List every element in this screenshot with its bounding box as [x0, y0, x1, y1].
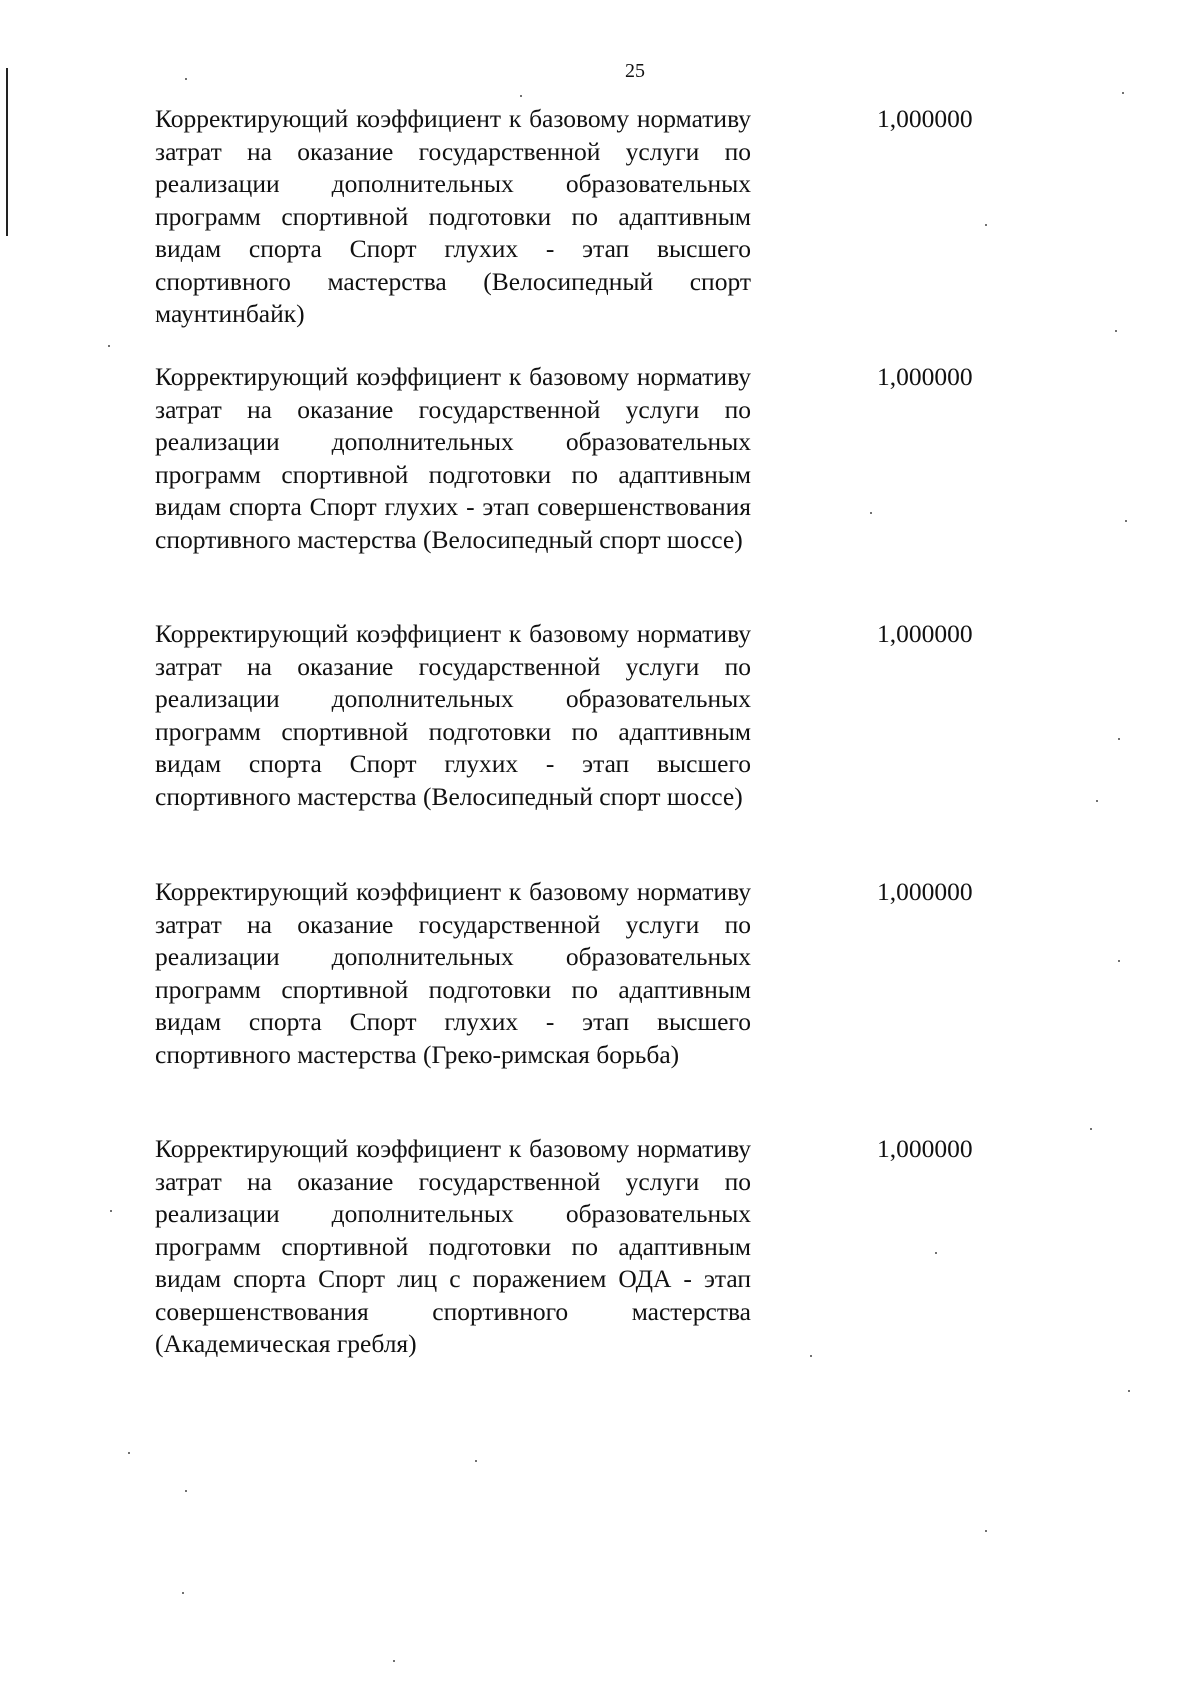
- scan-speck: [520, 95, 522, 97]
- coefficient-entry-1: [155, 103, 1200, 343]
- scan-speck: [1090, 1128, 1092, 1130]
- scan-speck: [1125, 520, 1127, 522]
- coefficient-entry-2: [155, 361, 1200, 601]
- scan-speck: [935, 1252, 937, 1254]
- scan-speck: [110, 1210, 112, 1212]
- coefficient-value: 1,000000: [877, 619, 973, 648]
- coefficient-entry-5: [155, 1133, 1200, 1373]
- coefficient-value: 1,000000: [877, 877, 973, 906]
- coefficient-description: Корректирующий коэффициент к базовому нормативу затрат на оказание государственной услуги по реализации дополнительных образовательных программ спортивной подготовки по адаптивным видам спорта Спорт глухих - этап высшего спортивного мастерства (Греко-римская борьба): [155, 877, 751, 1069]
- scan-speck: [985, 1530, 987, 1532]
- scan-speck: [108, 345, 110, 347]
- coefficient-entry-3: [155, 618, 1200, 858]
- coefficient-value: 1,000000: [877, 104, 973, 133]
- scan-speck: [1118, 738, 1120, 740]
- coefficient-entry-4: [155, 876, 1200, 1116]
- scan-speck: [128, 1452, 130, 1454]
- scan-speck: [185, 1490, 187, 1492]
- scan-speck: [1122, 92, 1124, 94]
- scan-speck: [393, 1660, 395, 1662]
- scan-speck: [182, 1592, 184, 1594]
- coefficient-description: Корректирующий коэффициент к базовому нормативу затрат на оказание государственной услуги по реализации дополнительных образовательных программ спортивной подготовки по адаптивным видам спорта Спорт лиц с поражением ОДА - этап совершенствования спортивного мастерства (Академическая гребля): [155, 1134, 751, 1358]
- coefficient-description: Корректирующий коэффициент к базовому нормативу затрат на оказание государственной услуги по реализации дополнительных образовательных программ спортивной подготовки по адаптивным видам спорта Спорт глухих - этап совершенствования спортивного мастерства (Велосипедный спорт шоссе): [155, 362, 751, 554]
- binding-edge-line: [6, 68, 8, 236]
- scan-speck: [810, 1355, 812, 1357]
- coefficient-description: Корректирующий коэффициент к базовому нормативу затрат на оказание государственной услуги по реализации дополнительных образовательных программ спортивной подготовки по адаптивным видам спорта Спорт глухих - этап высшего спортивного мастерства (Велосипедный спорт шоссе): [155, 619, 751, 811]
- scan-speck: [185, 78, 187, 80]
- coefficient-value: 1,000000: [877, 362, 973, 391]
- coefficient-value: 1,000000: [877, 1134, 973, 1163]
- scan-speck: [1096, 800, 1098, 802]
- scan-speck: [475, 1460, 477, 1462]
- coefficient-description: Корректирующий коэффициент к базовому нормативу затрат на оказание государственной услуги по реализации дополнительных образовательных программ спортивной подготовки по адаптивным видам спорта Спорт глухих - этап высшего спортивного мастерства (Велосипедный спорт маунтинбайк): [155, 104, 751, 328]
- scan-speck: [985, 224, 987, 226]
- page-number: 25: [625, 60, 645, 82]
- scan-speck: [1128, 1390, 1130, 1392]
- scan-speck: [870, 512, 872, 514]
- scan-speck: [1118, 960, 1120, 962]
- scan-speck: [1115, 330, 1117, 332]
